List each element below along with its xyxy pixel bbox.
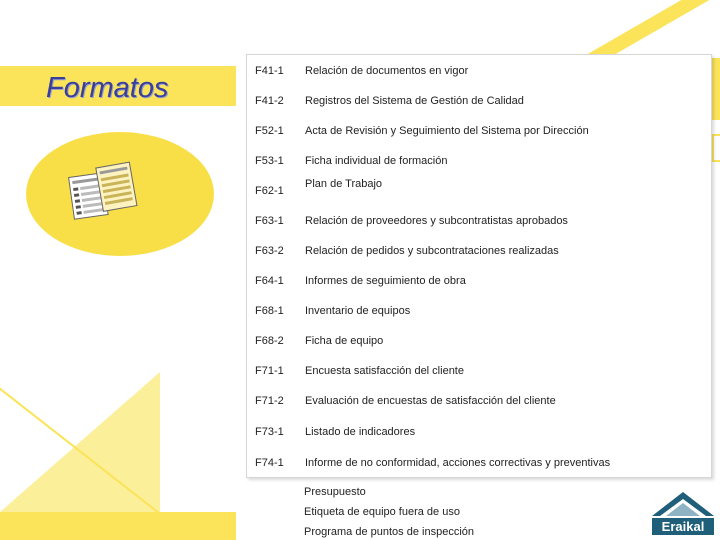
format-description: Plan de Trabajo bbox=[305, 178, 383, 190]
format-description: Ficha de equipo bbox=[305, 335, 384, 347]
table-row bbox=[247, 115, 711, 145]
table-row bbox=[247, 355, 711, 385]
format-description: Encuesta satisfacción del cliente bbox=[305, 365, 464, 377]
right-edge-tab bbox=[712, 58, 720, 120]
format-description: Inventario de equipos bbox=[305, 305, 411, 317]
table-row bbox=[247, 325, 711, 355]
format-description: Acta de Revisión y Seguimiento del Sistema por Dirección bbox=[305, 125, 589, 137]
table-row bbox=[247, 295, 711, 325]
format-code: F52-1 bbox=[255, 125, 284, 137]
documents-icon bbox=[66, 160, 146, 220]
table-row bbox=[247, 385, 711, 415]
format-description: Informes de seguimiento de obra bbox=[305, 275, 466, 287]
format-code: F68-1 bbox=[255, 305, 284, 317]
table-row bbox=[247, 175, 711, 205]
page-title: Formatos bbox=[46, 72, 169, 104]
format-code: F64-1 bbox=[255, 275, 284, 287]
format-code: F73-1 bbox=[255, 426, 284, 438]
format-code: F74-1 bbox=[255, 457, 284, 469]
format-code: F68-2 bbox=[255, 335, 284, 347]
extra-format-item: Programa de puntos de inspección bbox=[304, 526, 474, 538]
right-edge-tab-outline bbox=[712, 134, 720, 162]
format-code: F62-1 bbox=[255, 185, 284, 197]
format-description: Ficha individual de formación bbox=[305, 155, 448, 167]
corner-triangle-decoration bbox=[0, 372, 160, 512]
format-code: F63-1 bbox=[255, 215, 284, 227]
table-row bbox=[247, 447, 711, 477]
extra-format-item: Etiqueta de equipo fuera de uso bbox=[304, 506, 460, 518]
format-code: F41-1 bbox=[255, 65, 284, 77]
table-row bbox=[247, 145, 711, 175]
format-description: Registros del Sistema de Gestión de Calidad bbox=[305, 95, 524, 107]
table-row bbox=[247, 235, 711, 265]
format-description: Evaluación de encuestas de satisfacción del cliente bbox=[305, 395, 556, 407]
format-code: F53-1 bbox=[255, 155, 284, 167]
format-code: F63-2 bbox=[255, 245, 284, 257]
table-row bbox=[247, 416, 711, 446]
eraikal-logo bbox=[648, 490, 718, 538]
format-description: Informe de no conformidad, acciones correctivas y preventivas bbox=[305, 457, 611, 469]
format-code: F71-1 bbox=[255, 365, 284, 377]
table-row bbox=[247, 265, 711, 295]
format-description: Relación de pedidos y subcontrataciones realizadas bbox=[305, 245, 559, 257]
format-description: Relación de proveedores y subcontratistas aprobados bbox=[305, 215, 568, 227]
format-code: F41-2 bbox=[255, 95, 284, 107]
format-description: Relación de documentos en vigor bbox=[305, 65, 469, 77]
table-row bbox=[247, 205, 711, 235]
extra-format-item: Presupuesto bbox=[304, 486, 366, 498]
logo-wordmark: Eraikal bbox=[652, 518, 714, 535]
table-row bbox=[247, 85, 711, 115]
format-code: F71-2 bbox=[255, 395, 284, 407]
house-roof-icon bbox=[648, 490, 718, 520]
table-row bbox=[247, 55, 711, 85]
formats-table bbox=[246, 54, 712, 478]
format-description: Listado de indicadores bbox=[305, 426, 416, 438]
bottom-yellow-band bbox=[0, 512, 236, 540]
